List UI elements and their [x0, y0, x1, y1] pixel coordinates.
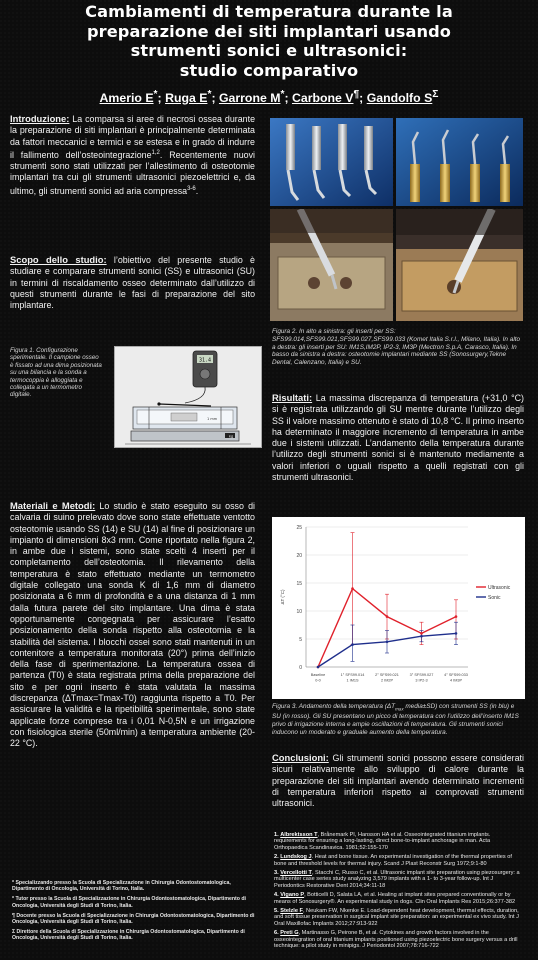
scopo-text: l’obiettivo del presente studio è studiare e comparare strumenti sonici (SS) e ultrasonici (SU) in termini di riscaldamento osseo determinato dall’utilizzo di questi strumenti durante le fasi di preparazione del sito implantare. — [10, 255, 255, 311]
title-line: strumenti sonici e ultrasonici: — [130, 41, 408, 61]
introduzione-heading: Introduzione: — [10, 113, 70, 124]
figure3-caption-text: Figura 3. Andamento della temperatura (ΔT — [272, 703, 396, 710]
figure3-caption-sub: max — [395, 706, 404, 712]
risultati-section — [272, 392, 524, 483]
legend-label: Sonic — [488, 595, 501, 601]
conclusioni-section — [272, 752, 524, 809]
author-mark: * — [207, 89, 212, 100]
figure1-caption: Figura 1. Configurazione sperimentale. Il campione osseo è fissato ad una dima posizionata su una bilancia e la sonda a termocoppia è alloggiata e collegata a un termometro digitale. — [10, 347, 102, 399]
authors-line: Amerio E*; Ruga E*; Garrone M*; Carbone V¶; Gandolfo $S^\Sigma$ — [99, 89, 439, 106]
figure1-diagram — [114, 346, 262, 448]
author-name: Carbone V — [291, 91, 354, 106]
photo-sonic-osteotomy — [270, 209, 393, 321]
footnote: * Specializzando presso la Scuola di Specializzazione in Chirurgia Odontostomatologica, Dipartimento di Oncologia, Università di Torino, Italia. — [12, 880, 231, 893]
introduzione-ref: 1,2 — [151, 149, 160, 156]
materiali-heading: Materiali e Metodi: — [10, 500, 96, 511]
conclusioni-heading: Conclusioni: — [272, 752, 329, 763]
y-axis-label: ΔT (°C) — [280, 589, 285, 605]
x-tick-label: 4° SFS99.033 — [444, 673, 468, 677]
risultati-heading: Risultati: — [272, 392, 313, 403]
data-point-ultrasonic — [455, 615, 458, 618]
data-point-sonic — [317, 666, 320, 669]
x-tick-label: 0-0 — [315, 678, 321, 683]
figure3-caption-text: media±SD) con strumenti SS (in blu) e SU (in rosso). Gli SU presentano un picco di temperatura con l’utilizzo dell’inserto IM1S privo di irrigazione interna e ampie oscillazioni di temperatura. Gli strumenti sonici inducono un moderato e graduale aumento della temperatura. — [272, 703, 519, 736]
x-tick-label: 1° SFS99.014 — [340, 673, 365, 677]
photo-sonic-inserts — [270, 118, 393, 206]
x-tick-label: 1 IM1S — [346, 678, 359, 683]
figure2-caption: Figura 2. In alto a sinistra: gli inserti per SS: SFS99.014,SFS99.021,SFS99.027,SFS99.033 (Komet Italia S.r.l., Milano, Italia). In alto a destra: gli inserti per SU: IM1S,IM2P, IP2-3, IM3P (Mectron S.p.A, Carasco, Italia). In basso da sinistra a destra: osteotomie implantari mediante SS (Sonosurgery,Tekne Dental, Calenzano, Italia) e SU. — [272, 328, 521, 367]
balance-label: kg — [229, 434, 234, 439]
author-name: Ruga E — [165, 91, 208, 106]
materiali-section — [10, 500, 255, 750]
data-point-sonic — [455, 632, 458, 635]
introduzione-text: . — [195, 185, 199, 196]
experimental-setup-illustration — [115, 347, 261, 447]
x-tick-label: 4 IM3P — [449, 678, 463, 683]
poster-title — [0, 2, 538, 80]
legend-label: Ultrasonic — [488, 585, 511, 591]
scopo-section — [10, 254, 255, 311]
title-line: studio comparativo — [179, 60, 359, 80]
figure3-caption — [272, 703, 524, 736]
data-point-sonic — [420, 635, 423, 638]
conclusioni-text: Gli strumenti sonici possono essere considerati sicuri relativamente allo sviluppo di calore durante la preparazione dei siti implantari avendo determinato incrementi di temperatura inferiori rispetto ai comprovati strumenti ultrasonici. — [272, 753, 524, 809]
title-line: Cambiamenti di temperatura durante la — [85, 2, 453, 21]
introduzione-section — [10, 113, 255, 197]
reference-item: 2. Lundskog J. Heat and bone tissue. An experimental investigation of the thermal properties of bone and threshold levels for thermal injury. Scand J Plast Reconstr Surg 1972;9:1-80 — [274, 854, 512, 867]
footnote: * Tutor presso la Scuola di Specializzazione in Chirurgia Odontostomatologica, Dipartimento di Oncologia, Università degli Studi di Torino, Italia. — [12, 896, 246, 909]
temperature-line-chart — [272, 517, 525, 699]
title-line: preparazione dei siti implantari usando — [86, 21, 452, 41]
photo-ultrasonic-inserts — [396, 118, 523, 206]
introduzione-ref: 3-6 — [187, 185, 196, 192]
data-point-ultrasonic — [351, 587, 354, 590]
introduzione-text: La comparsa si aree di necrosi ossea durante la preparazione di siti implantari è principalmente determinata da fattori meccanici e termici e se estesa e in grado di indurre il fallimento dell’osteointegrazione — [10, 114, 255, 160]
reference-item: 6. Preti G, Martinasso G, Peirone B, et al. Cytokines and growth factors involved in the osseointegration of oral titanium implants positioned using piezoelectric bone surgery versus a drill technique: a pilot study in minipigs. J Periodontol 2007;78:716-722 — [274, 930, 518, 950]
data-point-ultrasonic — [386, 615, 389, 618]
author-name: Gandolfo S — [366, 91, 433, 106]
introduzione-text: . Recentemente nuovi strumenti sono stati utilizzati per l’allestimento di osteotomie implantari tra cui gli strumenti ultrasonici piezoelettrici e, da ultimo, gli strumenti sonici ad aria compressa — [10, 149, 255, 196]
y-tick-label: 15 — [296, 581, 302, 587]
reference-item: 3. Vercellotti T, Stacchi C, Russo C, et al. Ultrasonic implant site preparation using piezosurgery: a multicenter case series study analyzing 3,579 implants with a 1- to 3-year follow-up. Int J Periodontics Restorative Dent 2014;34:11-18 — [274, 870, 520, 889]
scale-label: 1 mm — [207, 417, 218, 421]
figure3-chart — [272, 517, 525, 699]
y-tick-label: 0 — [299, 665, 302, 671]
y-tick-label: 5 — [299, 637, 302, 643]
author-name: Amerio E — [99, 91, 154, 106]
data-point-ultrasonic — [420, 632, 423, 635]
footnote: ¶ Docente presso la Scuola di Specializzazione in Chirurgia Odontostomatologica, Dipartimento di Oncologia, Università degli Studi di Torino, Italia. — [12, 912, 255, 926]
author-mark: * — [153, 89, 158, 100]
x-tick-label: Baseline — [310, 673, 326, 677]
reference-item: 1. Albrektsson T, Brånemark PI, Hansson HA et al. Osseointegrated titanium implants. requirements for ensuring a long-lasting, direct bone-to-implant anchorage in man. Acta Orthopaedica Scandinavica. 1981;52:155-170 — [274, 832, 491, 851]
scopo-heading: Scopo dello studio: — [10, 254, 107, 265]
materiali-text: Lo studio è stato eseguito su osso di calvaria di suino prelevato dove sono state effettuate ventotto osteotomie usando SS (14) e SU (14) al fine di posizionare un impianto di dimensioni 8x3 mm. Come riportato nella figura 2, in ambe due i sistemi, sono state scelti 4 inserti per il completamento dell’osteotomia. Il rilevamento della temperatura è stato effettuato mediante un termometro digitale collegato una sonda K di 1,6 mm di diametro posizionata a 6 mm di profondità e a una distanza di 1 mm dalla futura parete del sito implantare. Una dima è stata opportunamente congegnata per assicurare l’esatto posizionamento della sonda rispetto alla osteotomia e la stabilità del sistema. I blocchi ossei sono stati mantenuti in un contenitore a temperatura monitorata (20°) prima dell’inizio della fase di sperimentazione. La temperatura ossea di partenza (T0) è stata registrata prima della preparazione del sito e per ogni inserto è stata valutata la massima discrepanza (ΔTmax=Tmax-T0) raggiunta rispetto a T0. Per assicurare la validità e la ripetibilità sperimentale, sono state applicate forze comprese tra i 0,01 N-0,5N e un irrigazione con fisiologica sterile (50ml/min) a temperatura ambiente (20-22 °C). — [10, 501, 255, 749]
risultati-text: La massima discrepanza di temperatura (+31,0 °C) si è registrata utilizzando gli SU mentre durante l’utilizzo degli SS il valore massimo ottenuto è stato di 10,8 °C. Il primo inserto ha determinato il maggiore incremento di temperatura in ambe due i sistemi utilizzati. L’andamento della temperatura durante l’utilizzo degli strumenti sonici si è mantenuto mediamente a valori inferiori o uguali rispetto a quelli registrati con gli strumenti ultrasonici. — [272, 393, 524, 483]
x-tick-label: 3 IP2-3 — [415, 678, 428, 683]
x-tick-label: 3° SFS99.027 — [409, 673, 434, 677]
reference-item: 4. Vigano P, Botticelli D, Salata LA, et al. Healing at implant sites prepared conventionally or by means of Sonosurgery®. An experimental study in dogs. Clin Oral Implants Res 2015;26:377-382 — [274, 892, 516, 905]
photo-ultrasonic-osteotomy — [396, 209, 523, 321]
y-tick-label: 10 — [296, 609, 302, 615]
reference-item: 5. Stelzle F, Neukam FW, Nkenke E. Load-dependent heat development, thermal effects, duration, and soft tissue preservation in surgical implant site preparation: an experimental ex vivo study. Int J Oral Maxillofac Implants 2012;27:913-922 — [274, 908, 519, 927]
author-mark: * — [280, 89, 285, 100]
author-mark: Σ — [432, 89, 439, 100]
data-point-sonic — [386, 641, 389, 644]
footnote: Σ Direttore della Scuola di Specializzazione in Chirurgia Odontostomatologica, Dipartimento di Oncologia, Università degli Studi di Torino, Italia. — [12, 929, 245, 942]
thermometer-reading: 31.4 — [198, 357, 212, 364]
x-tick-label: 2° SFS99.021 — [375, 673, 399, 677]
author-mark: ¶ — [353, 89, 360, 100]
author-name: Garrone M — [218, 91, 281, 106]
y-tick-label: 25 — [296, 525, 302, 531]
data-point-sonic — [351, 643, 354, 646]
y-tick-label: 20 — [296, 553, 302, 559]
x-tick-label: 2 IM2P — [380, 678, 394, 683]
footnotes — [12, 880, 260, 946]
references — [274, 832, 522, 953]
